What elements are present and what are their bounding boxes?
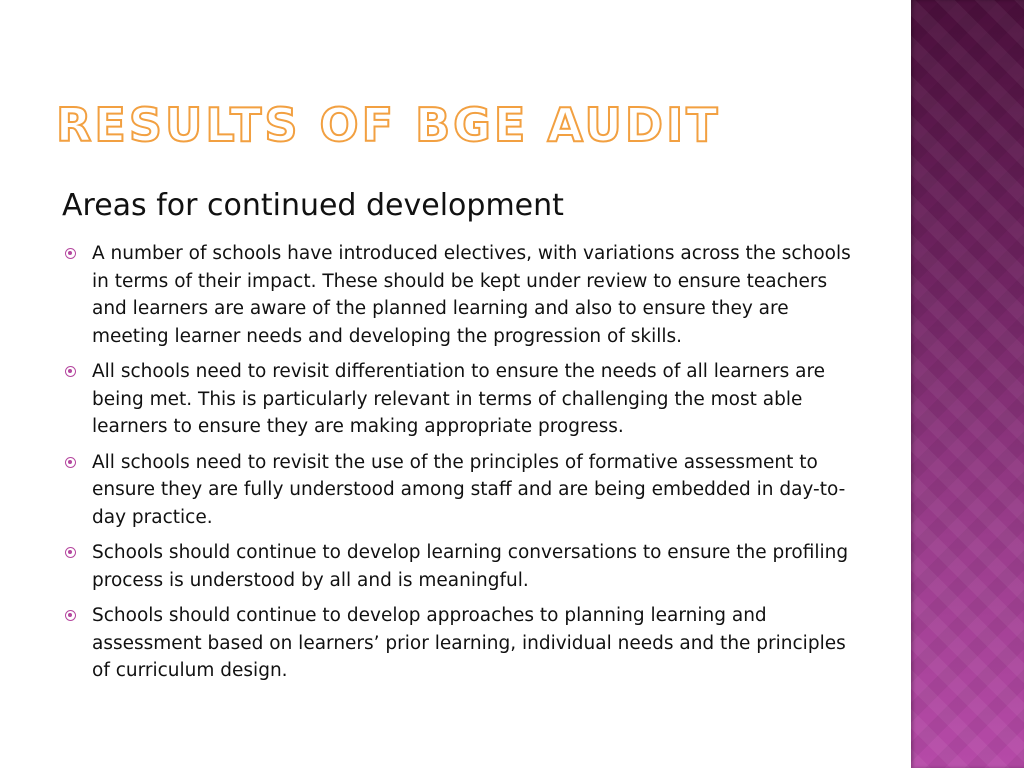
bullet-text: All schools need to revisit the use of the principles of formative assessment to ensure they are fully understood among staff and are being embedded in day-to-day practice.: [92, 451, 846, 528]
circle-dot-icon: [65, 457, 76, 468]
slide-subtitle: Areas for continued development: [62, 188, 564, 223]
bullet-item: [62, 240, 862, 350]
bullet-item: [62, 358, 862, 441]
bullet-list: [62, 240, 862, 693]
bullet-text: All schools need to revisit differentiation to ensure the needs of all learners are being met. This is particularly relevant in terms of challenging the most able learners to ensure they are making appropriate progress.: [92, 361, 826, 437]
circle-dot-icon: [65, 610, 76, 621]
bullet-item: [62, 602, 862, 685]
circle-dot-icon: [65, 248, 76, 259]
circle-dot-icon: [65, 366, 76, 377]
bullet-text: Schools should continue to develop learning conversations to ensure the profiling process is understood by all and is meaningful.: [92, 542, 849, 591]
circle-dot-icon: [65, 547, 76, 558]
bullet-text: Schools should continue to develop approaches to planning learning and assessment based on learners’ prior learning, individual needs and the principles of curriculum design.: [92, 605, 846, 681]
decorative-side-band: [911, 0, 1024, 768]
slide-title: RESULTS OF BGE AUDIT: [56, 98, 721, 152]
bullet-item: [62, 539, 862, 594]
bullet-text: A number of schools have introduced electives, with variations across the schools in terms of their impact. These should be kept under review to ensure teachers and learners are aware of the planned learning and also to ensure they are meeting learner needs and developing the progression of skills.: [92, 243, 851, 347]
bullet-item: [62, 449, 862, 532]
